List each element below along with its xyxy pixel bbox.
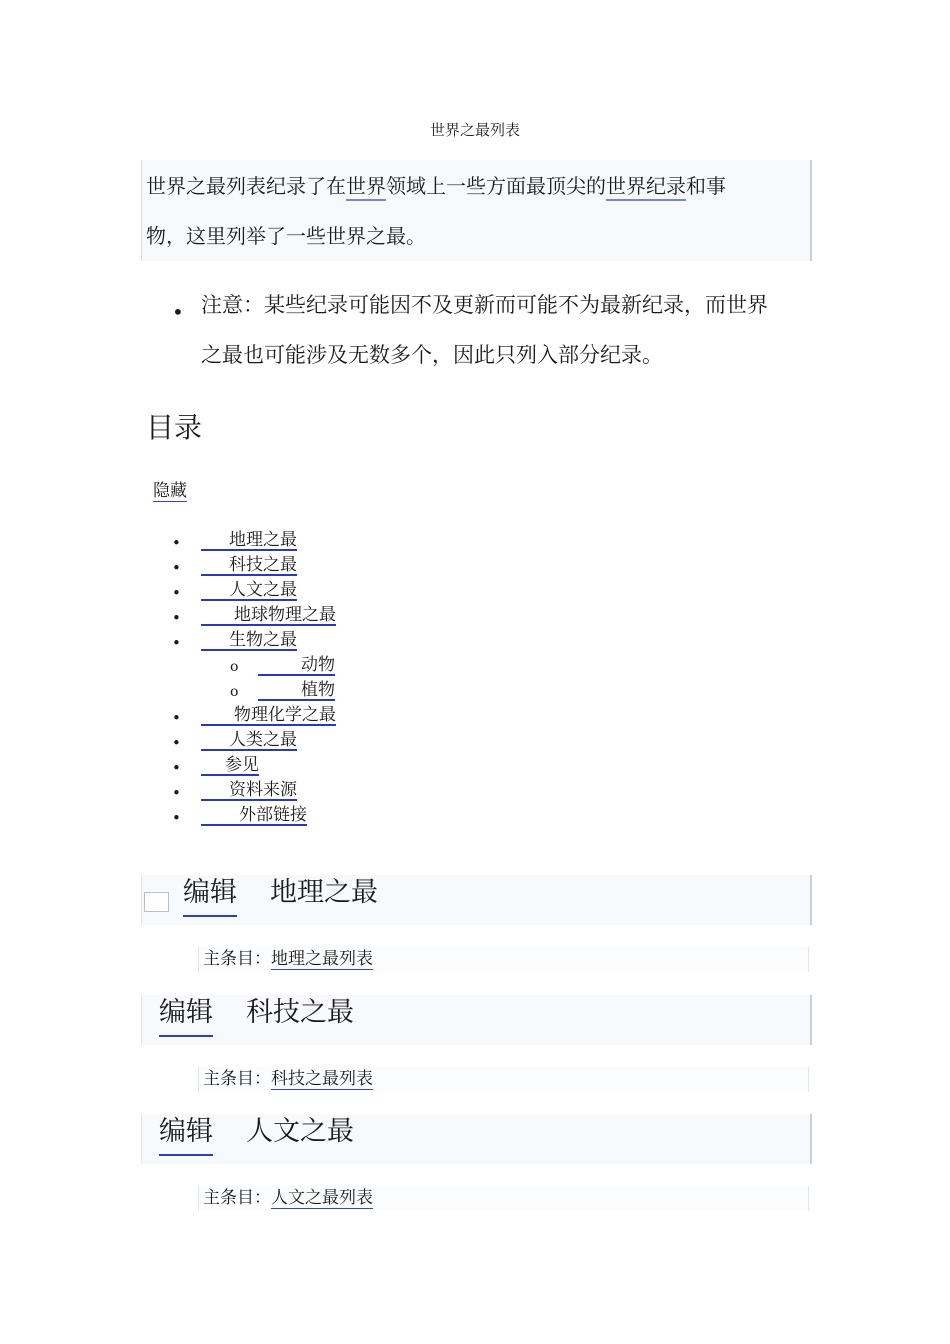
section-header-humanities (141, 1114, 812, 1164)
toc-bullet: • (172, 634, 181, 652)
main-article-text (203, 1187, 373, 1209)
toc-bullet: • (172, 709, 181, 727)
toc-bullet: • (172, 609, 181, 627)
toc-item-animals[interactable]: 动物 (258, 655, 335, 676)
intro-line-2: 物，这里列举了一些世界之最。 (146, 224, 426, 248)
toc-sub-bullet: o (230, 684, 239, 700)
section-title: 人文之最 (246, 1116, 354, 1147)
toc-item-external-links[interactable]: 外部链接 (201, 805, 307, 826)
toc-bullet: • (172, 584, 181, 602)
main-article-text (203, 948, 373, 970)
main-article-link[interactable]: 人文之最列表 (271, 1188, 373, 1208)
note-bullet: • (172, 300, 184, 324)
toc-item-geophysics[interactable]: 地球物理之最 (201, 605, 336, 626)
note-line-2: 之最也可能涉及无数多个，因此只列入部分纪录。 (201, 343, 663, 367)
note-line-1: 注意：某些纪录可能因不及更新而可能不为最新纪录，而世界 (201, 293, 768, 317)
section-title: 科技之最 (246, 997, 354, 1028)
intro-text: 和事 (686, 174, 726, 198)
toc-item-plants[interactable]: 植物 (258, 680, 335, 701)
link-world-record[interactable]: 世界纪录 (606, 174, 686, 201)
main-article-link[interactable]: 地理之最列表 (271, 949, 373, 969)
main-article-prefix: 主条目： (203, 1069, 271, 1089)
intro-text: 世界之最列表纪录了在 (146, 174, 346, 198)
link-world[interactable]: 世界 (346, 174, 386, 201)
toc-item-see-also[interactable]: 参见 (201, 755, 259, 776)
toc-item-sources[interactable]: 资料来源 (201, 780, 297, 801)
main-article-link[interactable]: 科技之最列表 (271, 1069, 373, 1089)
intro-text: 领域上一些方面最顶尖的 (386, 174, 606, 198)
toc-bullet: • (172, 809, 181, 827)
main-article-box (198, 1067, 809, 1092)
main-article-box (198, 947, 809, 972)
toc-bullet: • (172, 759, 181, 777)
main-article-box (198, 1186, 809, 1211)
toc-heading: 目录 (146, 411, 203, 444)
section-header-geography (141, 875, 812, 925)
toc-bullet: • (172, 534, 181, 552)
toc-item-human[interactable]: 人类之最 (201, 730, 297, 751)
toc-item-geography[interactable]: 地理之最 (201, 530, 297, 551)
edit-link[interactable]: 编辑 (159, 997, 213, 1029)
toc-item-humanities[interactable]: 人文之最 (201, 580, 297, 601)
toc-bullet: • (172, 734, 181, 752)
toc-item-biology[interactable]: 生物之最 (201, 630, 297, 651)
page-title: 世界之最列表 (429, 121, 520, 139)
toc-sub-bullet: o (230, 659, 239, 675)
edit-link[interactable]: 编辑 (183, 877, 237, 909)
checkbox[interactable] (144, 892, 169, 912)
main-article-prefix: 主条目： (203, 949, 271, 969)
toc-bullet: • (172, 559, 181, 577)
main-article-prefix: 主条目： (203, 1188, 271, 1208)
main-article-text (203, 1068, 373, 1090)
section-header-technology (141, 995, 812, 1045)
section-title: 地理之最 (270, 877, 378, 908)
toc-item-physics-chemistry[interactable]: 物理化学之最 (201, 705, 336, 726)
edit-link[interactable]: 编辑 (159, 1116, 213, 1148)
toc-hide-toggle[interactable]: 隐藏 (153, 481, 187, 501)
toc-item-technology[interactable]: 科技之最 (201, 555, 297, 576)
toc-bullet: • (172, 784, 181, 802)
